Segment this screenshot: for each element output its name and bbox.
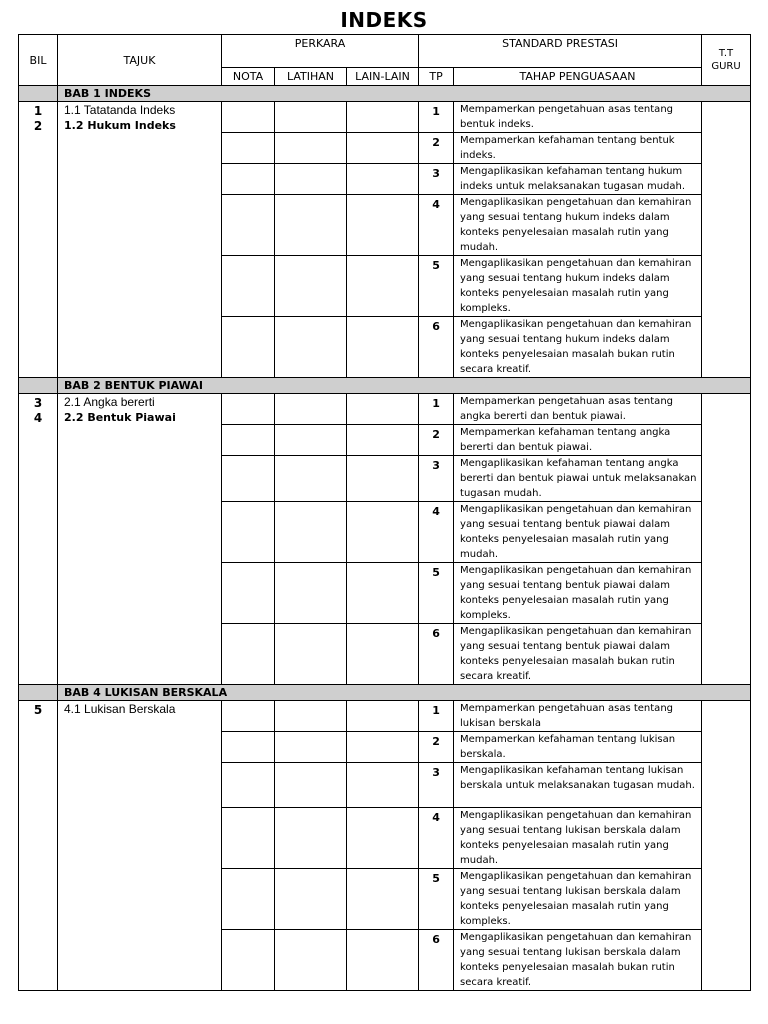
nota-checkbox-cell[interactable] [222, 808, 275, 869]
level-description: Mempamerkan kefahaman tentang bentuk indeks. [454, 133, 702, 164]
tp-level: 5 [419, 256, 454, 317]
tp-level: 1 [419, 701, 454, 732]
teacher-signature-cell[interactable] [702, 394, 751, 685]
lain-lain-checkbox-cell[interactable] [347, 869, 419, 930]
bil-number: 5 [33, 703, 43, 717]
col-header-lain-lain: LAIN-LAIN [347, 68, 419, 86]
nota-checkbox-cell[interactable] [222, 317, 275, 378]
level-description: Mengaplikasikan kefahaman tentang lukisan berskala untuk melaksanakan tugasan mudah. [454, 763, 702, 808]
bil-number: 4 [33, 411, 43, 425]
tp-level: 5 [419, 869, 454, 930]
latihan-checkbox-cell[interactable] [275, 456, 347, 502]
lain-lain-checkbox-cell[interactable] [347, 102, 419, 133]
nota-checkbox-cell[interactable] [222, 502, 275, 563]
lain-lain-checkbox-cell[interactable] [347, 256, 419, 317]
section-heading-row [19, 378, 751, 394]
level-description: Mempamerkan kefahaman tentang angka bererti dan bentuk piawai. [454, 425, 702, 456]
nota-checkbox-cell[interactable] [222, 701, 275, 732]
latihan-checkbox-cell[interactable] [275, 102, 347, 133]
level-row [19, 102, 751, 133]
level-description: Mengaplikasikan pengetahuan dan kemahiran yang sesuai tentang lukisan berskala dalam konteks penyelesaian masalah bukan rutin secara kreatif. [454, 930, 702, 991]
tp-level: 2 [419, 425, 454, 456]
nota-checkbox-cell[interactable] [222, 195, 275, 256]
latihan-checkbox-cell[interactable] [275, 624, 347, 685]
lain-lain-checkbox-cell[interactable] [347, 502, 419, 563]
lain-lain-checkbox-cell[interactable] [347, 624, 419, 685]
lain-lain-checkbox-cell[interactable] [347, 456, 419, 502]
latihan-checkbox-cell[interactable] [275, 808, 347, 869]
tp-level: 4 [419, 195, 454, 256]
latihan-checkbox-cell[interactable] [275, 195, 347, 256]
col-header-latihan: LATIHAN [275, 68, 347, 86]
bil-number: 1 [33, 104, 43, 118]
section-heading: BAB 2 BENTUK PIAWAI [58, 378, 751, 394]
tp-level: 1 [419, 102, 454, 133]
level-row [19, 394, 751, 425]
level-description: Mengaplikasikan pengetahuan dan kemahiran yang sesuai tentang hukum indeks dalam konteks penyelesaian masalah rutin yang kompleks. [454, 256, 702, 317]
level-row [19, 701, 751, 732]
nota-checkbox-cell[interactable] [222, 456, 275, 502]
latihan-checkbox-cell[interactable] [275, 425, 347, 456]
latihan-checkbox-cell[interactable] [275, 256, 347, 317]
section-bab-4 [19, 685, 751, 991]
progress-table [18, 34, 751, 991]
latihan-checkbox-cell[interactable] [275, 563, 347, 624]
tp-level: 2 [419, 133, 454, 164]
tt-label: T.T [718, 48, 734, 59]
nota-checkbox-cell[interactable] [222, 930, 275, 991]
level-description: Mengaplikasikan pengetahuan dan kemahiran yang sesuai tentang bentuk piawai dalam konteks penyelesaian masalah bukan rutin secara kreatif. [454, 624, 702, 685]
section-heading: BAB 4 LUKISAN BERSKALA [58, 685, 751, 701]
latihan-checkbox-cell[interactable] [275, 930, 347, 991]
col-header-standard-prestasi: STANDARD PRESTASI [419, 35, 702, 68]
col-header-perkara: PERKARA [222, 35, 419, 68]
bil-number: 3 [33, 396, 43, 410]
latihan-checkbox-cell[interactable] [275, 869, 347, 930]
level-description: Mengaplikasikan pengetahuan dan kemahiran yang sesuai tentang bentuk piawai dalam konteks penyelesaian masalah rutin yang kompleks. [454, 563, 702, 624]
lain-lain-checkbox-cell[interactable] [347, 425, 419, 456]
lain-lain-checkbox-cell[interactable] [347, 808, 419, 869]
level-description: Mempamerkan pengetahuan asas tentang bentuk indeks. [454, 102, 702, 133]
topic-item: 2.2 Bentuk Piawai [64, 411, 176, 424]
tp-level: 1 [419, 394, 454, 425]
nota-checkbox-cell[interactable] [222, 869, 275, 930]
header-row-top [19, 35, 751, 68]
level-description: Mengaplikasikan pengetahuan dan kemahiran yang sesuai tentang bentuk piawai dalam konteks penyelesaian masalah rutin yang mudah. [454, 502, 702, 563]
bil-cell [19, 102, 58, 378]
tajuk-cell [58, 394, 222, 685]
level-description: Mempamerkan kefahaman tentang lukisan berskala. [454, 732, 702, 763]
section-bab-1 [19, 86, 751, 378]
latihan-checkbox-cell[interactable] [275, 133, 347, 164]
tp-level: 6 [419, 930, 454, 991]
level-description: Mengaplikasikan pengetahuan dan kemahiran yang sesuai tentang lukisan berskala dalam konteks penyelesaian masalah rutin yang mudah. [454, 808, 702, 869]
lain-lain-checkbox-cell[interactable] [347, 317, 419, 378]
section-heading: BAB 1 INDEKS [58, 86, 751, 102]
tp-level: 6 [419, 317, 454, 378]
col-header-tahap-penguasaan: TAHAP PENGUASAAN [454, 68, 702, 86]
teacher-signature-cell[interactable] [702, 102, 751, 378]
section-bab-2 [19, 378, 751, 685]
tajuk-cell [58, 701, 222, 991]
nota-checkbox-cell[interactable] [222, 133, 275, 164]
level-description: Mengaplikasikan pengetahuan dan kemahiran yang sesuai tentang hukum indeks dalam konteks penyelesaian masalah bukan rutin secara kreatif. [454, 317, 702, 378]
lain-lain-checkbox-cell[interactable] [347, 133, 419, 164]
col-header-tajuk: TAJUK [58, 35, 222, 86]
nota-checkbox-cell[interactable] [222, 763, 275, 808]
lain-lain-checkbox-cell[interactable] [347, 195, 419, 256]
guru-label: GURU [711, 61, 741, 72]
lain-lain-checkbox-cell[interactable] [347, 394, 419, 425]
lain-lain-checkbox-cell[interactable] [347, 732, 419, 763]
lain-lain-checkbox-cell[interactable] [347, 701, 419, 732]
level-description: Mengaplikasikan kefahaman tentang angka bererti dan bentuk piawai untuk melaksanakan tugasan mudah. [454, 456, 702, 502]
tp-level: 4 [419, 502, 454, 563]
latihan-checkbox-cell[interactable] [275, 317, 347, 378]
topic-item: 1.2 Hukum Indeks [64, 119, 176, 132]
level-description: Mengaplikasikan pengetahuan dan kemahiran yang sesuai tentang lukisan berskala dalam konteks penyelesaian masalah rutin yang kompleks. [454, 869, 702, 930]
latihan-checkbox-cell[interactable] [275, 763, 347, 808]
lain-lain-checkbox-cell[interactable] [347, 763, 419, 808]
lain-lain-checkbox-cell[interactable] [347, 563, 419, 624]
bil-cell [19, 394, 58, 685]
section-heading-row [19, 86, 751, 102]
nota-checkbox-cell[interactable] [222, 256, 275, 317]
level-description: Mempamerkan pengetahuan asas tentang lukisan berskala [454, 701, 702, 732]
col-header-tp: TP [419, 68, 454, 86]
nota-checkbox-cell[interactable] [222, 102, 275, 133]
nota-checkbox-cell[interactable] [222, 164, 275, 195]
topic-item: 1.1 Tatatanda Indeks [64, 103, 176, 117]
bil-cell [19, 701, 58, 991]
section-heading-row [19, 685, 751, 701]
latihan-checkbox-cell[interactable] [275, 732, 347, 763]
col-header-bil: BIL [19, 35, 58, 86]
page-title: INDEKS [340, 8, 428, 32]
latihan-checkbox-cell[interactable] [275, 701, 347, 732]
tp-level: 6 [419, 624, 454, 685]
nota-checkbox-cell[interactable] [222, 563, 275, 624]
tp-level: 3 [419, 164, 454, 195]
topic-item: 2.1 Angka bererti [64, 395, 155, 409]
topic-item: 4.1 Lukisan Berskala [64, 702, 176, 716]
tp-level: 2 [419, 732, 454, 763]
tp-level: 5 [419, 563, 454, 624]
tajuk-cell [58, 102, 222, 378]
teacher-signature-cell[interactable] [702, 701, 751, 991]
nota-checkbox-cell[interactable] [222, 732, 275, 763]
lain-lain-checkbox-cell[interactable] [347, 930, 419, 991]
latihan-checkbox-cell[interactable] [275, 164, 347, 195]
tp-level: 3 [419, 456, 454, 502]
col-header-tt-guru [702, 35, 751, 86]
level-description: Mempamerkan pengetahuan asas tentang angka bererti dan bentuk piawai. [454, 394, 702, 425]
nota-checkbox-cell[interactable] [222, 425, 275, 456]
col-header-nota: NOTA [222, 68, 275, 86]
tp-level: 3 [419, 763, 454, 808]
level-description: Mengaplikasikan pengetahuan dan kemahiran yang sesuai tentang hukum indeks dalam konteks penyelesaian masalah rutin yang mudah. [454, 195, 702, 256]
nota-checkbox-cell[interactable] [222, 394, 275, 425]
latihan-checkbox-cell[interactable] [275, 394, 347, 425]
level-description: Mengaplikasikan kefahaman tentang hukum indeks untuk melaksanakan tugasan mudah. [454, 164, 702, 195]
latihan-checkbox-cell[interactable] [275, 502, 347, 563]
lain-lain-checkbox-cell[interactable] [347, 164, 419, 195]
nota-checkbox-cell[interactable] [222, 624, 275, 685]
tp-level: 4 [419, 808, 454, 869]
bil-number: 2 [33, 119, 43, 133]
